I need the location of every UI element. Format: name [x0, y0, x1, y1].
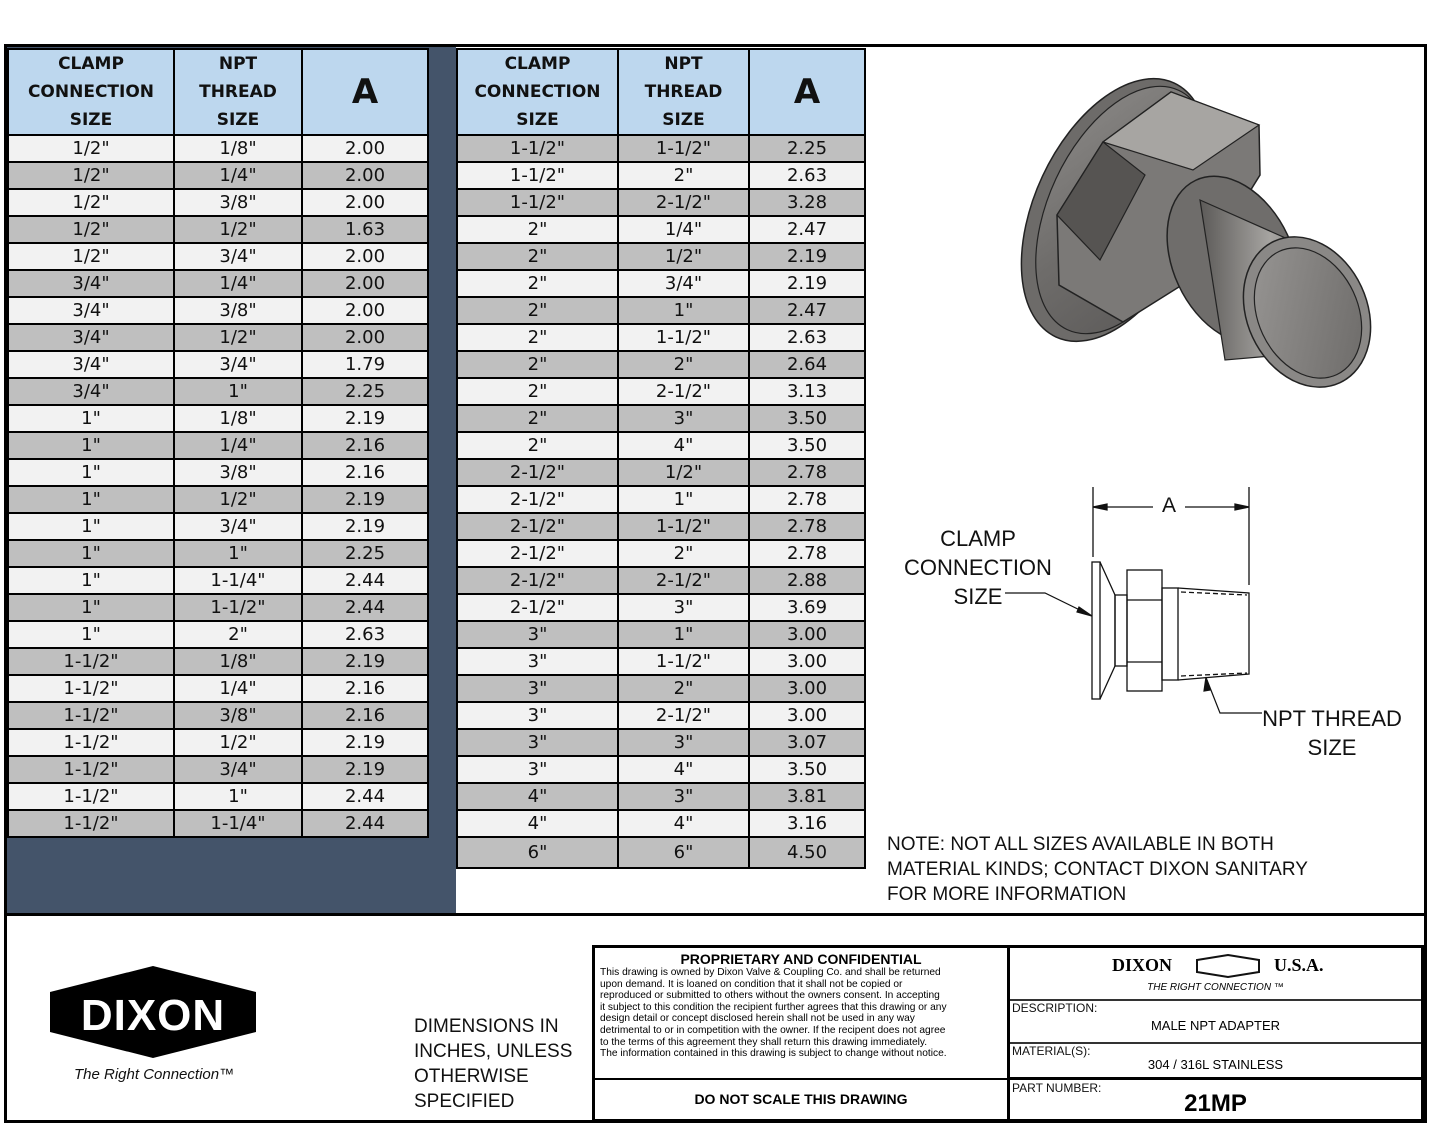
cell-clamp: 1-1/2": [8, 756, 174, 783]
cell-clamp: 2-1/2": [457, 486, 618, 513]
cell-a: 2.63: [302, 621, 428, 648]
cell-npt: 4": [618, 756, 749, 783]
cell-a: 2.00: [302, 189, 428, 216]
cell-clamp: 3": [457, 675, 618, 702]
cell-clamp: 4": [457, 810, 618, 837]
cell-clamp: 3": [457, 621, 618, 648]
description-value: MALE NPT ADAPTER: [1150, 1018, 1281, 1033]
table-row: [8, 783, 428, 810]
cell-npt: 1-1/2": [618, 324, 749, 351]
cell-clamp: 1-1/2": [8, 648, 174, 675]
cell-a: 3.07: [749, 729, 865, 756]
cell-npt: 3": [618, 405, 749, 432]
table-row: [8, 324, 428, 351]
cell-a: 2.16: [302, 459, 428, 486]
cell-clamp: 2": [457, 378, 618, 405]
header-a-dimension: A: [749, 49, 865, 135]
cell-clamp: 1-1/2": [8, 729, 174, 756]
cell-clamp: 1": [8, 621, 174, 648]
table-row: [457, 243, 865, 270]
cell-npt: 1": [618, 297, 749, 324]
cell-a: 3.69: [749, 594, 865, 621]
bottom-section-divider: [4, 913, 1424, 916]
cell-npt: 3/8": [174, 297, 302, 324]
cell-a: 2.44: [302, 810, 428, 837]
table-row: [457, 378, 865, 405]
cell-clamp: 1/2": [8, 135, 174, 162]
table-row: [457, 162, 865, 189]
cell-clamp: 1/2": [8, 189, 174, 216]
table-row: [457, 594, 865, 621]
cell-a: 3.50: [749, 432, 865, 459]
table-row: [8, 459, 428, 486]
cell-a: 1.63: [302, 216, 428, 243]
table-row: [457, 189, 865, 216]
table-row: [8, 486, 428, 513]
proprietary-title: PROPRIETARY AND CONFIDENTIAL: [680, 951, 922, 967]
cell-npt: 2": [618, 351, 749, 378]
cell-a: 3.00: [749, 675, 865, 702]
cell-clamp: 1-1/2": [457, 162, 618, 189]
cell-clamp: 2": [457, 243, 618, 270]
cell-npt: 1/4": [618, 216, 749, 243]
table-row: [8, 351, 428, 378]
cell-clamp: 6": [457, 837, 618, 868]
cell-npt: 2": [618, 162, 749, 189]
spec-table-right: [456, 48, 866, 869]
dimensions-note: DIMENSIONS IN INCHES, UNLESS OTHERWISE SPECIFIED: [414, 1016, 573, 1112]
cell-a: 2.44: [302, 567, 428, 594]
cell-clamp: 1": [8, 513, 174, 540]
cell-a: 2.19: [749, 243, 865, 270]
cell-npt: 4": [618, 810, 749, 837]
cell-npt: 1/2": [174, 729, 302, 756]
cell-npt: 3/4": [174, 756, 302, 783]
cell-a: 2.25: [302, 540, 428, 567]
cell-a: 3.28: [749, 189, 865, 216]
table-row: [8, 405, 428, 432]
cell-npt: 1": [618, 621, 749, 648]
cell-npt: 2": [618, 675, 749, 702]
cell-npt: 1-1/2": [174, 594, 302, 621]
cell-a: 2.44: [302, 594, 428, 621]
cell-a: 2.78: [749, 540, 865, 567]
cell-clamp: 1-1/2": [8, 675, 174, 702]
clamp-connection-callout: CLAMP CONNECTION SIZE: [904, 526, 1052, 609]
cell-a: 2.25: [749, 135, 865, 162]
table-row: [8, 432, 428, 459]
part-number-value: 21MP: [1184, 1090, 1247, 1117]
isometric-part-render: [995, 60, 1385, 405]
header-clamp-connection-size: CLAMP CONNECTION SIZE: [457, 49, 618, 135]
table-row: [8, 810, 428, 837]
cell-a: 4.50: [749, 837, 865, 868]
cell-clamp: 2": [457, 351, 618, 378]
material-value: 304 / 316L STAINLESS: [1147, 1057, 1284, 1072]
cell-a: 2.16: [302, 675, 428, 702]
table-row: [457, 270, 865, 297]
cell-a: 2.00: [302, 297, 428, 324]
cell-a: 2.47: [749, 297, 865, 324]
dixon-logo: [50, 966, 256, 1058]
cell-npt: 1": [174, 378, 302, 405]
table-row: [8, 729, 428, 756]
cell-npt: 1/2": [618, 243, 749, 270]
company-tagline: THE RIGHT CONNECTION ™: [1147, 982, 1284, 993]
cell-clamp: 1-1/2": [8, 702, 174, 729]
table-row: [8, 594, 428, 621]
table-row: [457, 432, 865, 459]
table-row: [8, 567, 428, 594]
hex-logo-icon: [1195, 954, 1261, 978]
cell-npt: 1/2": [174, 216, 302, 243]
cell-a: 2.19: [302, 486, 428, 513]
cell-npt: 1/8": [174, 135, 302, 162]
cell-a: 2.16: [302, 702, 428, 729]
cell-npt: 3": [618, 594, 749, 621]
cell-clamp: 4": [457, 783, 618, 810]
cell-clamp: 2": [457, 270, 618, 297]
cell-a: 2.78: [749, 513, 865, 540]
table-row: [457, 540, 865, 567]
cell-clamp: 2-1/2": [457, 567, 618, 594]
table-row: [8, 243, 428, 270]
table-row: [457, 621, 865, 648]
cell-a: 3.13: [749, 378, 865, 405]
cell-npt: 1-1/4": [174, 810, 302, 837]
cell-a: 2.44: [302, 783, 428, 810]
cell-npt: 1-1/2": [618, 648, 749, 675]
cell-clamp: 1": [8, 432, 174, 459]
cell-npt: 1/8": [174, 405, 302, 432]
cell-a: 3.00: [749, 702, 865, 729]
cell-clamp: 1/2": [8, 162, 174, 189]
cell-npt: 3/8": [174, 189, 302, 216]
part-number-field: PART NUMBER: 21MP: [1010, 1080, 1421, 1122]
cell-npt: 6": [618, 837, 749, 868]
table-row: [457, 297, 865, 324]
cell-a: 2.88: [749, 567, 865, 594]
cell-clamp: 3": [457, 702, 618, 729]
cell-a: 2.63: [749, 324, 865, 351]
cell-npt: 3/4": [618, 270, 749, 297]
cell-a: 3.50: [749, 405, 865, 432]
cell-clamp: 2": [457, 216, 618, 243]
cell-npt: 3/4": [174, 513, 302, 540]
availability-note: NOTE: NOT ALL SIZES AVAILABLE IN BOTH MATERIAL KINDS; CONTACT DIXON SANITARY FOR MORE INFORMATION: [887, 834, 1308, 905]
cell-npt: 2": [174, 621, 302, 648]
company-country: U.S.A.: [1274, 955, 1324, 975]
table-row: [457, 459, 865, 486]
proprietary-text: This drawing is owned by Dixon Valve & Coupling Co. and shall be returned upon demand. It is loaned on condition that it shall not be copied or reproduced or submitted to others without the owners consent. In accepting it subject to this condition the recipient further agrees that this drawing or any design detail or concept disclosed herein shall not be used in any way detrimental to or in competition with the owner. If the recipent does not agree to the terms of this agreement they shall return this drawing immediately. The information contained in this drawing is subject to change without notice.: [600, 967, 947, 1060]
table-row: [457, 567, 865, 594]
cell-npt: 4": [618, 432, 749, 459]
cell-clamp: 2-1/2": [457, 513, 618, 540]
cell-a: 2.19: [302, 756, 428, 783]
cell-a: 2.19: [749, 270, 865, 297]
cell-clamp: 3/4": [8, 270, 174, 297]
cell-a: 3.16: [749, 810, 865, 837]
table-row: [8, 756, 428, 783]
table-row: [457, 216, 865, 243]
description-field: DESCRIPTION: MALE NPT ADAPTER: [1010, 1001, 1421, 1044]
cell-a: 2.47: [749, 216, 865, 243]
cell-clamp: 1-1/2": [457, 189, 618, 216]
cell-npt: 1/2": [618, 459, 749, 486]
header-clamp-connection-size: CLAMP CONNECTION SIZE: [8, 49, 174, 135]
npt-thread-callout: NPT THREAD SIZE: [1262, 706, 1402, 760]
cell-clamp: 3": [457, 729, 618, 756]
cell-npt: 1/4": [174, 432, 302, 459]
table-row: [457, 513, 865, 540]
cell-npt: 1/4": [174, 270, 302, 297]
cell-npt: 1/8": [174, 648, 302, 675]
logo-tagline: The Right Connection™: [74, 1066, 235, 1083]
do-not-scale-note: DO NOT SCALE THIS DRAWING: [694, 1091, 908, 1107]
cell-npt: 2-1/2": [618, 567, 749, 594]
cell-a: 2.19: [302, 729, 428, 756]
table-row: [8, 216, 428, 243]
dimension-a-label: A: [1162, 494, 1177, 517]
table-row: [8, 621, 428, 648]
cell-clamp: 1": [8, 594, 174, 621]
cell-a: 2.00: [302, 162, 428, 189]
cell-clamp: 3/4": [8, 378, 174, 405]
table-row: [8, 189, 428, 216]
cell-a: 2.16: [302, 432, 428, 459]
cell-clamp: 2-1/2": [457, 459, 618, 486]
cell-clamp: 3": [457, 648, 618, 675]
cell-npt: 2-1/2": [618, 702, 749, 729]
cell-clamp: 1-1/2": [457, 135, 618, 162]
cell-a: 3.50: [749, 756, 865, 783]
cell-a: 2.78: [749, 486, 865, 513]
cell-clamp: 3": [457, 756, 618, 783]
cell-a: 2.19: [302, 513, 428, 540]
cell-clamp: 2": [457, 432, 618, 459]
cell-npt: 3": [618, 783, 749, 810]
logo-wordmark: DIXON: [80, 991, 226, 1040]
cell-a: 2.19: [302, 648, 428, 675]
company-header: [1010, 948, 1421, 1001]
table-row: [457, 756, 865, 783]
header-a-dimension: A: [302, 49, 428, 135]
cell-npt: 3/8": [174, 459, 302, 486]
cell-a: 3.81: [749, 783, 865, 810]
cell-npt: 1-1/2": [618, 135, 749, 162]
table-row: [457, 783, 865, 810]
cell-npt: 3/4": [174, 351, 302, 378]
table-row: [8, 648, 428, 675]
table-row: [8, 270, 428, 297]
cell-npt: 3": [618, 729, 749, 756]
cell-a: 2.25: [302, 378, 428, 405]
table-row: [8, 702, 428, 729]
table-row: [8, 540, 428, 567]
title-info-block: [1007, 945, 1424, 1122]
table-row: [457, 324, 865, 351]
cell-clamp: 1-1/2": [8, 783, 174, 810]
cell-a: 3.00: [749, 648, 865, 675]
proprietary-block: [592, 945, 1010, 1122]
spec-table-left: [7, 48, 429, 838]
cell-npt: 1-1/4": [174, 567, 302, 594]
cell-npt: 2-1/2": [618, 189, 749, 216]
header-npt-thread-size: NPT THREAD SIZE: [618, 49, 749, 135]
table-row: [457, 837, 865, 868]
cell-clamp: 2": [457, 297, 618, 324]
table-row: [457, 405, 865, 432]
cell-npt: 1/2": [174, 324, 302, 351]
cell-a: 2.00: [302, 270, 428, 297]
table-row: [457, 729, 865, 756]
cell-a: 2.19: [302, 405, 428, 432]
cell-clamp: 1": [8, 405, 174, 432]
table-row: [457, 702, 865, 729]
cell-a: 2.78: [749, 459, 865, 486]
cell-a: 2.00: [302, 135, 428, 162]
cell-clamp: 2-1/2": [457, 594, 618, 621]
table-row: [8, 297, 428, 324]
table-row: [8, 378, 428, 405]
cell-npt: 2": [618, 540, 749, 567]
cell-npt: 3/4": [174, 243, 302, 270]
cell-a: 2.63: [749, 162, 865, 189]
header-npt-thread-size: NPT THREAD SIZE: [174, 49, 302, 135]
cell-npt: 1-1/2": [618, 513, 749, 540]
table-row: [8, 162, 428, 189]
table-row: [8, 513, 428, 540]
cell-a: 3.00: [749, 621, 865, 648]
cell-a: 2.00: [302, 324, 428, 351]
cell-clamp: 1-1/2": [8, 810, 174, 837]
cell-npt: 2-1/2": [618, 378, 749, 405]
cell-clamp: 2": [457, 324, 618, 351]
cell-clamp: 3/4": [8, 351, 174, 378]
cell-npt: 1/4": [174, 675, 302, 702]
cell-a: 1.79: [302, 351, 428, 378]
table-row: [457, 135, 865, 162]
table-row: [457, 486, 865, 513]
cell-a: 2.64: [749, 351, 865, 378]
cell-clamp: 2-1/2": [457, 540, 618, 567]
cell-npt: 1": [174, 783, 302, 810]
table-row: [457, 351, 865, 378]
cell-npt: 1/2": [174, 486, 302, 513]
cell-npt: 1": [174, 540, 302, 567]
company-name: DIXON: [1112, 955, 1173, 975]
cell-clamp: 1": [8, 540, 174, 567]
cell-clamp: 1": [8, 459, 174, 486]
table-row: [457, 675, 865, 702]
table-row: [457, 810, 865, 837]
cell-clamp: 1": [8, 567, 174, 594]
table-row: [8, 675, 428, 702]
cell-clamp: 1": [8, 486, 174, 513]
cell-clamp: 2": [457, 405, 618, 432]
cell-a: 2.00: [302, 243, 428, 270]
cell-clamp: 1/2": [8, 216, 174, 243]
cell-npt: 1/4": [174, 162, 302, 189]
cell-npt: 3/8": [174, 702, 302, 729]
table-row: [8, 135, 428, 162]
cell-clamp: 3/4": [8, 297, 174, 324]
cell-npt: 1": [618, 486, 749, 513]
cell-clamp: 1/2": [8, 243, 174, 270]
table-row: [457, 648, 865, 675]
material-field: MATERIAL(S): 304 / 316L STAINLESS: [1010, 1044, 1421, 1080]
cell-clamp: 3/4": [8, 324, 174, 351]
